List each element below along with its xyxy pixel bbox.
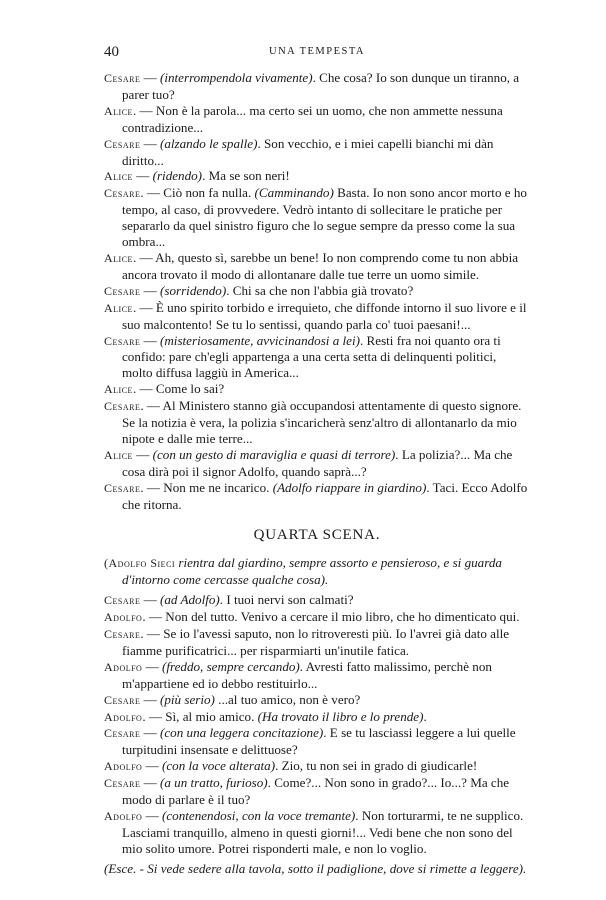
stage-direction-block: (Adolfo Sieci rientra dal giardino, sempre assorto e pensieroso, e si guarda d'intorno come cercasse qualche cosa). [104, 555, 502, 588]
dialogue-line: Alice. — Come lo sai? [104, 381, 225, 397]
speaker-name: Adolfo [104, 709, 143, 724]
speaker-name: Cesare [104, 333, 141, 348]
dialogue-line: Cesare — (sorridendo). Chi sa che non l'abbia già trovato? [104, 282, 414, 298]
speaker-name: Cesare [104, 136, 141, 151]
dialogue-line: Cesare — (a un tratto, furioso). Come?... Non sono in grado?... Io...? Ma che modo di parlare è il tuo? [104, 775, 510, 808]
dialogue-line: Alice. — Ah, questo sì, sarebbe un bene! Io non comprendo come tu non abbia ancora trovato il modo di allontanare dalle tue terre un uomo simile. [104, 249, 519, 282]
speaker-name: Cesare [104, 627, 141, 641]
dialogue-line: Adolfo — (freddo, sempre cercando). Avresti fatto malissimo, perchè non m'appartiene ed io debbo restituirlo... [104, 658, 492, 691]
exit-stage-direction: (Esce. - Si vede sedere alla tavola, sotto il padiglione, dove si rimette a leggere). [104, 860, 527, 876]
dialogue-line: Alice. — Non è la parola... ma certo sei un uomo, che non ammette nessuna contradizione... [104, 102, 503, 135]
dialogue-line: Cesare — (alzando le spalle). Son vecchio, e i miei capelli bianchi mi dàn diritto... [104, 135, 494, 168]
dialogue-line: Adolfo — (con la voce alterata). Zio, tu non sei in grado di giudicarle! [104, 758, 478, 774]
dialogue-line: Adolfo. — Non del tutto. Venivo a cercare il mio libro, che ho dimenticato qui. [104, 609, 520, 625]
speaker-name: Alice [104, 447, 133, 462]
speaker-name: Adolfo [104, 659, 143, 674]
speaker-name: Cesare [104, 776, 141, 791]
stage-direction: (più serio) [159, 691, 215, 707]
speaker-name: Cesare [104, 186, 141, 201]
dialogue-line: Adolfo — (contenendosi, con la voce tremante). Non torturarmi, te ne supplico. Lasciami tranquillo, almeno in questi giorni!... Vedi bene che non sono del mio solito umore. Potrei risponderti male, e non lo voglio. [104, 807, 524, 856]
stage-direction: (sorridendo) [159, 282, 227, 298]
play-text [104, 70, 530, 877]
speaker-name: Alice [104, 103, 133, 118]
dialogue-line: Cesare. — Ciò non fa nulla. (Camminando) Basta. Io non sono ancor morto e ho tempo, al caso, di provvedere. Vedrò intanto di sollecitare le pratiche per separarlo da quel sinistro figuro che lo segue sempre da presso come la sua ombra... [104, 185, 527, 250]
speaker-name: Cesare [104, 692, 141, 707]
stage-direction: (misteriosamente, avvicinandosi a lei) [159, 332, 360, 348]
speaker-name: Cesare [104, 283, 141, 298]
stage-direction: (con un gesto di maraviglia e quasi di terrore) [152, 446, 396, 462]
running-title: UNA TEMPESTA [268, 46, 366, 57]
stage-direction: (alzando le spalle) [159, 135, 258, 151]
dialogue-line: Adolfo. — Sì, al mio amico. (Ha trovato il libro e lo prende). [104, 708, 427, 724]
page-header [104, 44, 530, 62]
dialogue-line: Alice — (con un gesto di maraviglia e quasi di terrore). La polizia?... Ma che cosa dirà poi il signor Adolfo, quando saprà...? [104, 446, 513, 479]
stage-direction: (Ha trovato il libro e lo prende) [257, 708, 424, 724]
stage-direction: (Camminando) [254, 185, 334, 201]
speaker-name: Adolfo [104, 759, 143, 774]
stage-direction: (ridendo) [152, 168, 203, 184]
dialogue-line: Cesare — (ad Adolfo). I tuoi nervi son calmati? [104, 592, 354, 608]
dialogue-line: Cesare. — Al Ministero stanno già occupandosi attentamente di questo signore. Se la notizia è vera, la polizia s'incaricherà senz'altro di allontanarlo da mio nipote e dalle mie terre... [104, 398, 522, 446]
page-number: 40 [104, 44, 119, 60]
speaker-name: Alice [104, 382, 133, 397]
speaker-name: Alice [104, 169, 133, 184]
speaker-name: Alice [104, 300, 133, 315]
speaker-name: Cesare [104, 71, 141, 85]
stage-direction: (con la voce alterata) [161, 758, 276, 774]
stage-direction: (a un tratto, furioso) [159, 775, 268, 791]
speaker-name: Alice [104, 250, 133, 265]
dialogue-line: Cesare — (misteriosamente, avvicinandosi a lei). Resti fra noi quanto ora ti confido: pare ch'egli appartenga a una certa setta di delinquenti politici, molto diffusa laggiù in America... [104, 332, 501, 381]
speaker-name: Cesare [104, 399, 141, 414]
dialogue-line: Cesare. — Non me ne incarico. (Adolfo riappare in giardino). Taci. Ecco Adolfo che ritorna. [104, 479, 528, 512]
speaker-name: Cesare [104, 593, 141, 608]
speaker-name: Adolfo [104, 808, 143, 823]
dialogue-line: Cesare. — Se io l'avessi saputo, non lo ritroveresti più. Io l'avrei già dato alle fiamme purificatrici... per risparmiarti un'inutile fatica. [104, 626, 510, 658]
stage-direction: (interrompendola vivamente) [159, 70, 313, 85]
dialogue-line: Cesare — (interrompendola vivamente). Che cosa? Io son dunque un tiranno, a parer tuo? [104, 70, 520, 102]
stage-direction: (contenendosi, con la voce tremante) [161, 807, 356, 823]
stage-direction: (freddo, sempre cercando) [161, 658, 300, 674]
stage-direction: (con una leggera concitazione) [159, 725, 324, 741]
stage-direction: (Adolfo riappare in giardino) [272, 479, 427, 495]
dialogue-line: Alice. — È uno spirito torbido e irrequieto, che diffonde intorno il suo livore e il suo malcontento! Se tu lo sentissi, quando parla co' tuoi paesani!... [104, 299, 527, 332]
speaker-name: Cesare [104, 480, 141, 495]
speaker-name: Cesare [104, 726, 141, 741]
dialogue-line: Cesare — (con una leggera concitazione). E se tu lasciassi leggere a lui quelle turpitudini insensate e delittuose? [104, 725, 516, 758]
dialogue-line: Alice — (ridendo). Ma se son neri! [104, 168, 290, 184]
stage-direction: (ad Adolfo) [159, 592, 220, 608]
speaker-name: Adolfo [104, 610, 143, 625]
scene-title: QUARTA SCENA. [253, 527, 381, 544]
dialogue-line: Cesare — (più serio) ...al tuo amico, non è vero? [104, 691, 361, 707]
